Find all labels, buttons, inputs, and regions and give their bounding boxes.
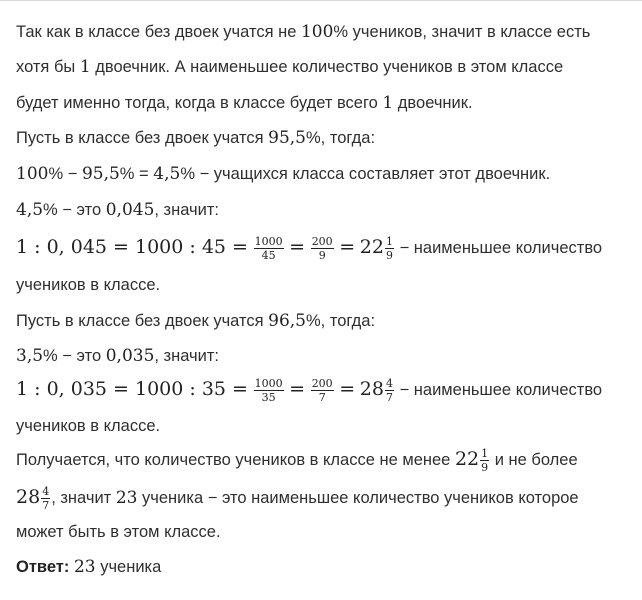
denominator: 7: [385, 391, 393, 405]
mixed-number-whole: 28: [359, 378, 384, 400]
case1-intro: [16, 127, 375, 149]
text: ученика − это наименьшее количество учеников которое: [137, 489, 579, 507]
equals-sign: =: [289, 378, 306, 400]
text: может быть в этом классе.: [16, 523, 221, 541]
equals-sign: =: [289, 236, 306, 258]
number: 1: [79, 57, 91, 77]
text: % − это: [43, 201, 106, 219]
mixed-number-whole: 28: [16, 486, 41, 508]
number: 96,5: [268, 311, 306, 331]
text: Получается, что количество учеников в классе не менее: [16, 451, 455, 469]
intro-line-1: [16, 21, 590, 43]
case2-result-cont: [16, 415, 160, 437]
number: 100: [300, 22, 334, 42]
text: и не более: [490, 451, 578, 469]
equals-sign: =: [339, 236, 356, 258]
text: Пусть в классе без двоек учатся: [16, 312, 269, 330]
number: 95,5: [268, 128, 306, 148]
fraction: [311, 236, 334, 261]
text: , значит:: [154, 347, 220, 365]
case2-conversion: [16, 345, 219, 367]
case1-conversion: [16, 199, 219, 221]
case1-calculation: [16, 232, 602, 263]
mixed-number-whole: 22: [454, 448, 480, 470]
text: , значит: [51, 489, 116, 507]
answer-line: [16, 556, 161, 578]
text: − наименьшее количество: [394, 381, 603, 399]
fraction: [254, 236, 284, 261]
fraction: [385, 236, 394, 261]
intro-line-3: [16, 92, 473, 114]
numerator: 1: [385, 235, 393, 249]
text: учеников в классе.: [16, 276, 161, 294]
text: % =: [119, 165, 154, 183]
denominator: 45: [261, 249, 276, 263]
conclusion-line-1: [16, 444, 578, 475]
denominator: 7: [318, 391, 326, 405]
number: 4,5: [16, 200, 44, 220]
conclusion-line-3: [16, 521, 221, 543]
fraction: [41, 486, 50, 511]
case2-intro: [16, 310, 375, 332]
numerator: 1000: [254, 377, 283, 391]
text: , значит:: [154, 201, 220, 219]
text: % −: [48, 165, 82, 183]
denominator: 9: [481, 461, 489, 475]
numerator: 1000: [254, 235, 283, 249]
number: 95,5: [81, 164, 120, 184]
text: двоечник.: [393, 94, 473, 112]
text: %, тогда:: [305, 312, 376, 330]
text: двоечник. А наименьшее количество учеников в этом классе: [90, 58, 564, 76]
number: 3,5: [16, 346, 44, 366]
text: Пусть в классе без двоек учатся: [16, 129, 269, 147]
number: 23: [115, 488, 138, 508]
text: Так как в классе без двоек учатся не: [16, 23, 301, 41]
case1-percent-equation: [16, 163, 550, 185]
fraction: [385, 378, 394, 403]
denominator: 9: [385, 249, 393, 263]
math-expression: 1 : 0, 045 = 1000 : 45 =: [16, 236, 248, 258]
intro-line-2: [16, 56, 563, 78]
numerator: 200: [311, 235, 333, 249]
numerator: 1: [481, 447, 489, 461]
number: 1: [382, 93, 394, 113]
answer-value: 23: [73, 557, 96, 577]
text: будет именно тогда, когда в классе будет всего: [16, 94, 383, 112]
text: % − учащихся класса составляет этот двоечник.: [180, 165, 551, 183]
denominator: 9: [318, 249, 326, 263]
fraction: [311, 378, 334, 403]
top-divider: [0, 0, 642, 1]
number: 100: [16, 164, 49, 184]
case1-result-cont: [16, 274, 160, 296]
text: % учеников, значит в классе есть: [333, 23, 591, 41]
text: хотя бы: [16, 58, 80, 76]
text: учеников в классе.: [16, 417, 161, 435]
answer-label: Ответ:: [16, 558, 70, 576]
text: %, тогда:: [305, 129, 376, 147]
fraction: [480, 448, 489, 473]
denominator: 35: [261, 391, 276, 405]
denominator: 7: [42, 499, 50, 513]
equals-sign: =: [339, 378, 356, 400]
conclusion-line-2: [16, 482, 579, 513]
numerator: 4: [42, 485, 50, 499]
case2-calculation: [16, 374, 602, 405]
text: − наименьшее количество: [394, 239, 603, 257]
fraction: [254, 378, 284, 403]
math-expression: 1 : 0, 035 = 1000 : 35 =: [16, 378, 248, 400]
numerator: 200: [311, 377, 333, 391]
number: 4,5: [153, 164, 181, 184]
answer-unit: ученика: [95, 558, 162, 576]
numerator: 4: [385, 377, 393, 391]
number: 0,045: [105, 200, 155, 220]
number: 0,035: [105, 346, 155, 366]
mixed-number-whole: 22: [359, 236, 384, 258]
text: % − это: [43, 347, 106, 365]
